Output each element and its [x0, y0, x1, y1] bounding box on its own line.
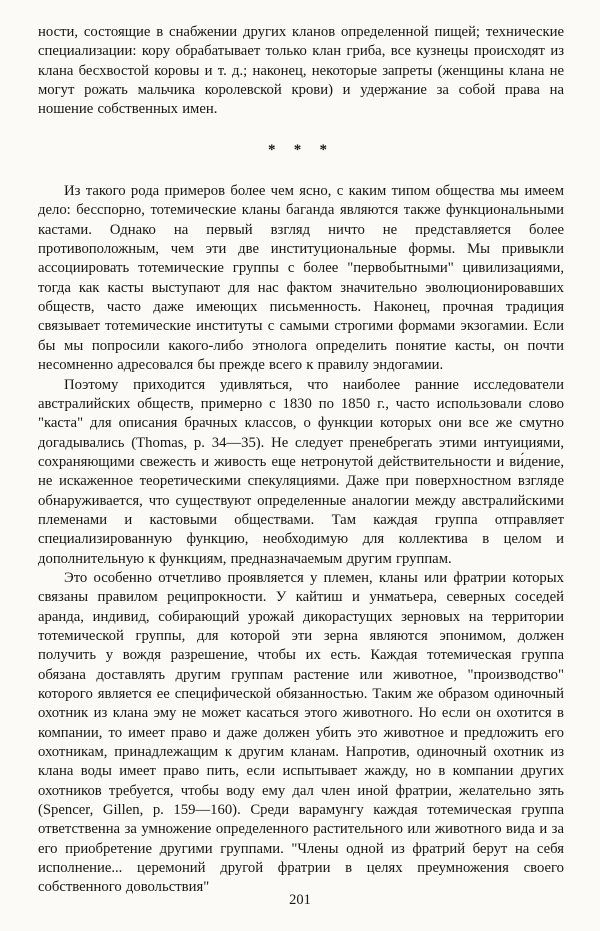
- paragraph: ности, состоящие в снабжении других кланов определенной пищей; технические специализации: кору обрабатывает только клан гриба, все кузнецы происходят из клана бесхвостой коровы и т. д.; наконец, некоторые запреты (женщины клана не могут рожать мальчика королевской крови) и удержание за собой права на ношение собственных имен.: [38, 24, 564, 118]
- text-body: [38, 23, 564, 898]
- section-separator: * * *: [268, 141, 334, 158]
- paragraph: Это особенно отчетливо проявляется у племен, кланы или фратрии которых связаны правилом реципрокности. У кайтиш и унматьера, северных соседей аранда, индивид, собирающий урожай дикорастущих зерновых на территории тотемической группы, для которой эти зерна являются эпонимом, должен получить у вождя разрешение, чтобы их есть. Каждая тотемическая группа обязана доставлять другим группам растение или животное, "производство" которого является ее специфической обязанностью. Таким же образом одиночный охотник из клана эму не может касаться этого животного. Но если он охотится в компании, то имеет право и даже должен убить это животное и предложить его охотникам, принадлежащим к другим кланам. Напротив, одиночный охотник из клана воды имеет право пить, если испытывает жажду, но в компании других охотников требуется, чтобы воду ему дал член иной фратрии, желательно зять (Spencer, Gillen, p. 159—160). Среди варамунгу каждая тотемическая группа ответственна за умножение определенного растительного или животного вида и за его приобретение другими группами. "Члены одной из фратрий берут на себя исполнение... церемоний другой фратрии в целях преумножения своего собственного довольствия": [38, 569, 564, 896]
- paragraph: Из такого рода примеров более чем ясно, с каким типом общества мы имеем дело: бесспорно, тотемические кланы баганда являются также функциональными кастами. Однако на первый взгляд ничто не представляется более противоположным, чем эти две институциональные формы. Мы привыкли ассоциировать тотемические группы с более "первобытными" цивилизациями, тогда как касты выступают для нас фактом значительно эволюционировавших обществ, часто даже имеющих письменность. Наконец, прочная традиция связывает тотемические институты с самыми строгими формами экзогамии. Если бы мы попросили какого-либо этнолога определить понятие касты, он почти несомненно адресовался бы прежде всего к правилу эндогамии.: [38, 183, 564, 374]
- paragraph: Поэтому приходится удивляться, что наиболее ранние исследователи австралийских обществ, примерно с 1830 по 1850 г., часто использовали слово "каста" для описания брачных классов, о функции которых они все же смутно догадывались (Thomas, p. 34—35). Не следует пренебрегать этими интуициями, сохраняющими свежесть и живость еще нетронутой действительности и ви́дение, не искаженное теоретическими спекуляциями. Даже при поверхностном взгляде обнаруживается, что существуют определенные аналогии между австралийскими племенами и кастовыми обществами. Там каждая группа отправляет специализированную функцию, необходимую для коллектива в целом и дополнительную к функциям, предназначаемым другим группам.: [38, 376, 564, 567]
- page-number: 201: [289, 892, 311, 908]
